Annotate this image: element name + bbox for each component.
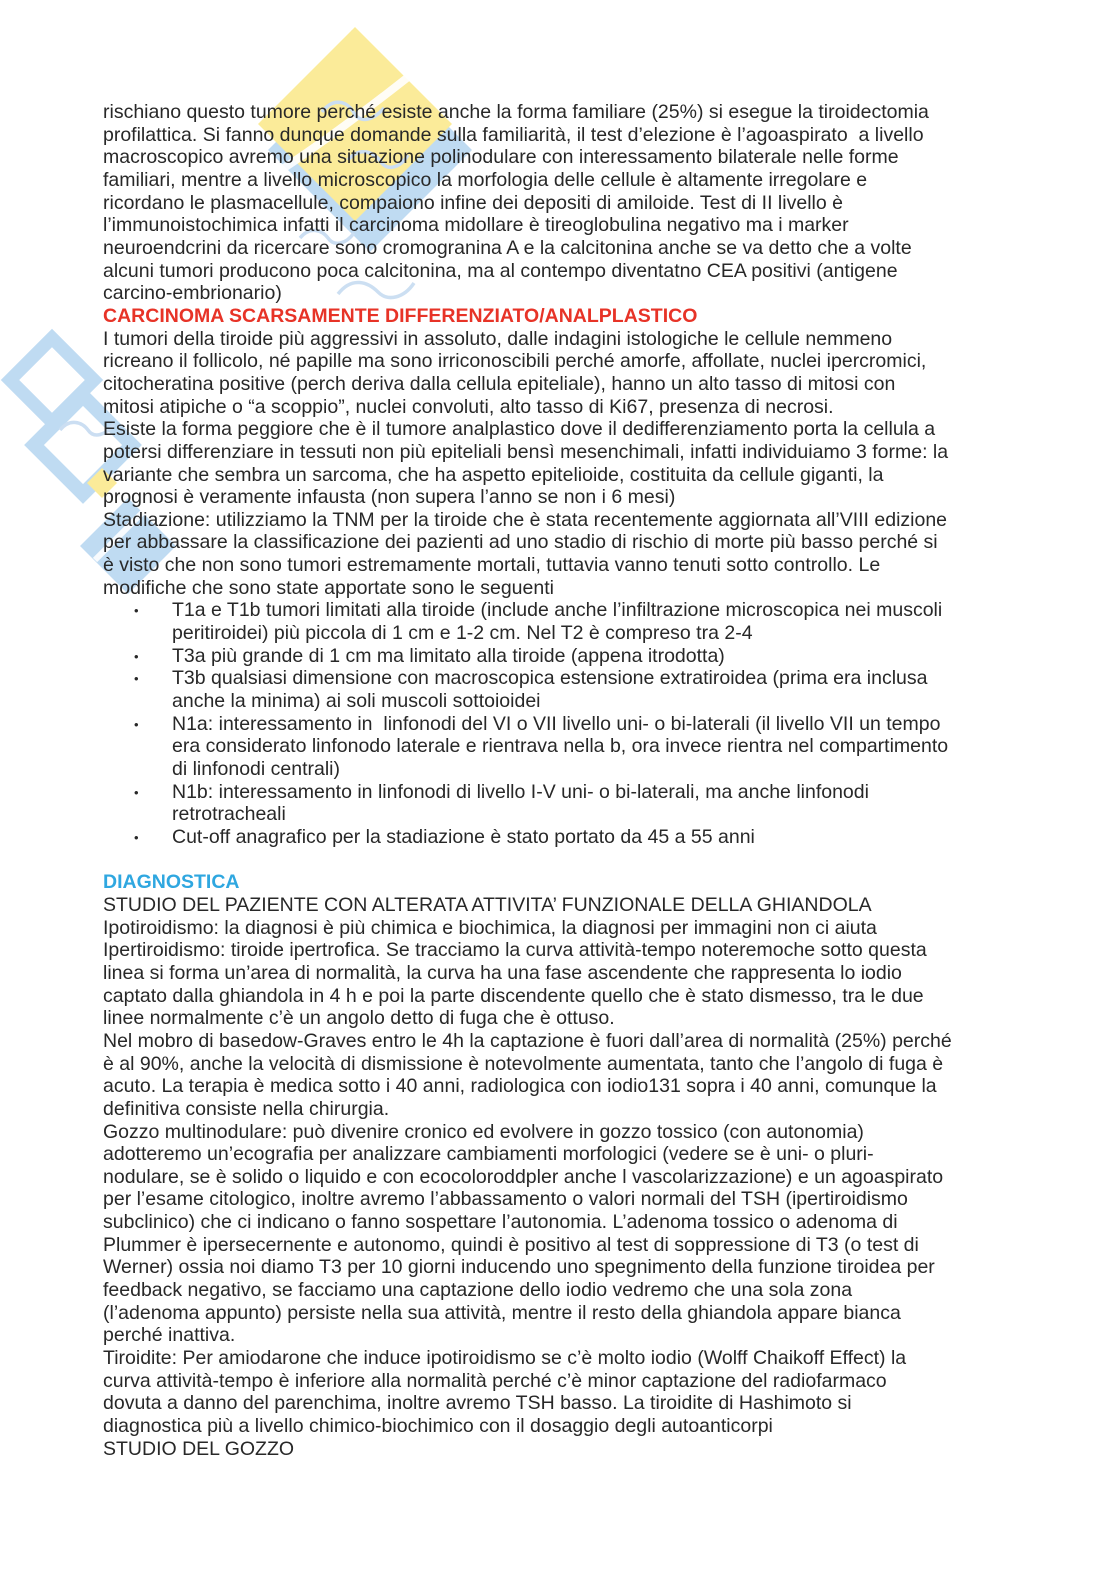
text-line: adotteremo un’ecografia per analizzare cambiamenti morfologici (vedere se è uni- o pluri- [103, 1143, 874, 1166]
text-line: definitiva consiste nella chirurgia. [103, 1097, 390, 1120]
text-line: Nel mobro di basedow-Graves entro le 4h la captazione è fuori dall’area di normalità (25%) perché [103, 1029, 952, 1052]
text-line: acuto. La terapia è medica sotto i 40 anni, radiologica con iodio131 sopra i 40 anni, comunque la [103, 1075, 937, 1098]
text-line: Gozzo multinodulare: può divenire cronico ed evolvere in gozzo tossico (con autonomia) [103, 1120, 864, 1143]
bullet-line: T3a più grande di 1 cm ma limitato alla tiroide (appena itrodotta) [172, 644, 725, 667]
bullet-icon: • [134, 784, 139, 800]
section-heading-blue: DIAGNOSTICA [103, 871, 240, 894]
text-line: Stadiazione: utilizziamo la TNM per la tiroide che è stata recentemente aggiornata all’VIII edizione [103, 508, 948, 531]
text-line: captato dalla ghiandola in 4 h e poi la parte discendente quello che è stato dismesso, tra le due [103, 984, 924, 1007]
text-line: linea si forma un’area di normalità, la curva ha una fase ascendente che rappresenta lo iodio [103, 961, 902, 984]
text-line: STUDIO DEL GOZZO [103, 1437, 295, 1460]
bullet-line: N1b: interessamento in linfonodi di livello I-V uni- o bi-laterali, ma anche linfonodi [172, 780, 869, 803]
bullet-line: era considerato linfonodo laterale e rientrava nella b, ora invece rientra nel compartimento [172, 735, 949, 758]
text-line: mitosi atipiche o “a scoppio”, nuclei convoluti, alto tasso di Ki67, presenza di necrosi. [103, 395, 834, 418]
text-line: alcuni tumori producono poca calcitonina, ma al contempo diventatno CEA positivi (antigene [103, 259, 898, 282]
text-line: macroscopico avremo una situazione polinodulare con interessamento bilaterale nelle forme [103, 146, 899, 169]
bullet-icon: • [134, 603, 139, 619]
text-line: potersi differenziare in tessuti non più epiteliali bensì mesenchimali, infatti individuiamo 3 forme: la [103, 440, 949, 463]
bullet-line: retrotracheali [172, 803, 286, 826]
text-line: è al 90%, anche la velocità di dismissione è notevolmente aumentata, tanto che l’angolo di fuga è [103, 1052, 944, 1075]
text-line: Ipotiroidismo: la diagnosi è più chimica e biochimica, la diagnosi per immagini non ci aiuta [103, 916, 877, 939]
text-line: Werner) ossia noi diamo T3 per 10 giorni inducendo uno spegnimento della funzione tiroidea per [103, 1256, 935, 1279]
bullet-line: di linfonodi centrali) [172, 758, 341, 781]
bullet-item [103, 781, 1061, 826]
text-line: è visto che non sono tumori estremamente mortali, tuttavia vanno tenuti sotto controllo. Le [103, 554, 881, 577]
bullet-icon: • [134, 830, 139, 845]
text-line: Esiste la forma peggiore che è il tumore analplastico dove il dedifferenziamento porta la cellula a [103, 418, 936, 441]
bullet-item [103, 713, 1061, 781]
bullet-line: Cut-off anagrafico per la stadiazione è stato portato da 45 a 55 anni [172, 826, 755, 848]
bullet-line: N1a: interessamento in linfonodi del VI o VII livello uni- o bi-laterali (il livello VII un tempo [172, 712, 941, 735]
text-line: citocheratina positive (perch deriva dalla cellula epiteliale), hanno un alto tasso di mitosi con [103, 372, 896, 395]
text-line: subclinico) che ci indicano o fanno sospettare l’autonomia. L’adenoma tossico o adenoma di [103, 1211, 898, 1234]
text-line: ricordano le plasmacellule, compaiono infine dei depositi di amiloide. Test di II livello è [103, 191, 843, 214]
bullet-item [103, 645, 1061, 668]
text-line: curva attività-tempo è inferiore alla normalità perché c’è minor captazione del radiofarmaco [103, 1369, 887, 1392]
bullet-item [103, 599, 1061, 644]
text-line: l’immunoistochimica infatti il carcinoma midollare è tireoglobulina negativo ma i marker [103, 214, 849, 237]
text-line: nodulare, se è solido o liquido e con ecocoloroddpler anche l vascolarizzazione) e un agoaspirato [103, 1165, 944, 1188]
text-line: (l’adenoma appunto) persiste nella sua attività, mentre il resto della ghiandola appare bianca [103, 1301, 901, 1324]
text-line: Plummer è ipersecernente e autonomo, quindi è positivo al test di soppressione di T3 (o test di [103, 1233, 919, 1256]
bullet-list [103, 599, 1061, 848]
bullet-item [103, 826, 1061, 849]
text-line: per l’esame citologico, inoltre avremo l’abbassamento o valori normali del TSH (ipertiroidismo [103, 1188, 908, 1211]
bullet-line: T3b qualsiasi dimensione con macroscopica estensione extratiroidea (prima era inclusa [172, 667, 928, 690]
text-line: profilattica. Si fanno dunque domande sulla familiarità, il test d’elezione è l’agoaspirato a livello [103, 123, 924, 146]
text-line: Ipertiroidismo: tiroide ipertrofica. Se tracciamo la curva attività-tempo noteremoche sotto questa [103, 939, 927, 962]
text-line: ricreano il follicolo, né papille ma sono irriconoscibili perché amorfe, affollate, nuclei ipercromici, [103, 350, 927, 373]
text-line: modifiche che sono state apportate sono le seguenti [103, 576, 554, 599]
text-line: carcino-embrionario) [103, 282, 282, 305]
text-line: per abbassare la classificazione dei pazienti ad uno stadio di rischio di morte più basso perché si [103, 531, 938, 554]
text-line: linee normalmente c’è un angolo detto di fuga che è ottuso. [103, 1007, 615, 1030]
section-heading-red: CARCINOMA SCARSAMENTE DIFFERENZIATO/ANALPLASTICO [103, 304, 698, 327]
text-line: variante che sembra un sarcoma, che ha aspetto epitelioide, costituita da cellule giganti, la [103, 463, 884, 486]
bullet-line: T1a e T1b tumori limitati alla tiroide (include anche l’infiltrazione microscopica nei muscoli [172, 599, 943, 622]
text-line: diagnostica più a livello chimico-biochimico con il dosaggio degli autoanticorpi [103, 1415, 773, 1438]
text-line: prognosi è veramente infausta (non supera l’anno se non i 6 mesi) [103, 486, 676, 509]
bullet-line: peritiroidei) più piccola di 1 cm e 1-2 cm. Nel T2 è compreso tra 2-4 [172, 622, 753, 645]
bullet-item [103, 667, 1061, 712]
text-line: Tiroidite: Per amiodarone che induce ipotiroidismo se c’è molto iodio (Wolff Chaikoff Effect) la [103, 1347, 907, 1370]
text-line: I tumori della tiroide più aggressivi in assoluto, dalle indagini istologiche le cellule nemmeno [103, 327, 893, 350]
blank-line [103, 849, 1061, 872]
text-line: dovuta a danno del parenchima, inoltre avremo TSH basso. La tiroidite di Hashimoto si [103, 1392, 852, 1415]
text-line: STUDIO DEL PAZIENTE CON ALTERATA ATTIVITA’ FUNZIONALE DELLA GHIANDOLA [103, 893, 872, 916]
text-line: perché inattiva. [103, 1324, 236, 1347]
text-line: neuroendcrini da ricercare sono cromogranina A e la calcitonina anche se va detto che a volte [103, 236, 912, 259]
text-line: rischiano questo tumore perché esiste anche la forma familiare (25%) si esegue la tiroidectomia [103, 101, 929, 123]
text-line: feedback negativo, se facciamo una captazione dello iodio vedremo che una sola zona [103, 1279, 853, 1302]
bullet-line: anche la minima) ai soli muscoli sottoioidei [172, 690, 541, 713]
bullet-icon: • [134, 671, 139, 687]
bullet-icon: • [134, 648, 139, 664]
bullet-icon: • [134, 716, 139, 732]
text-line: familiari, mentre a livello microscopico la morfologia delle cellule è altamente irregolare e [103, 168, 868, 191]
